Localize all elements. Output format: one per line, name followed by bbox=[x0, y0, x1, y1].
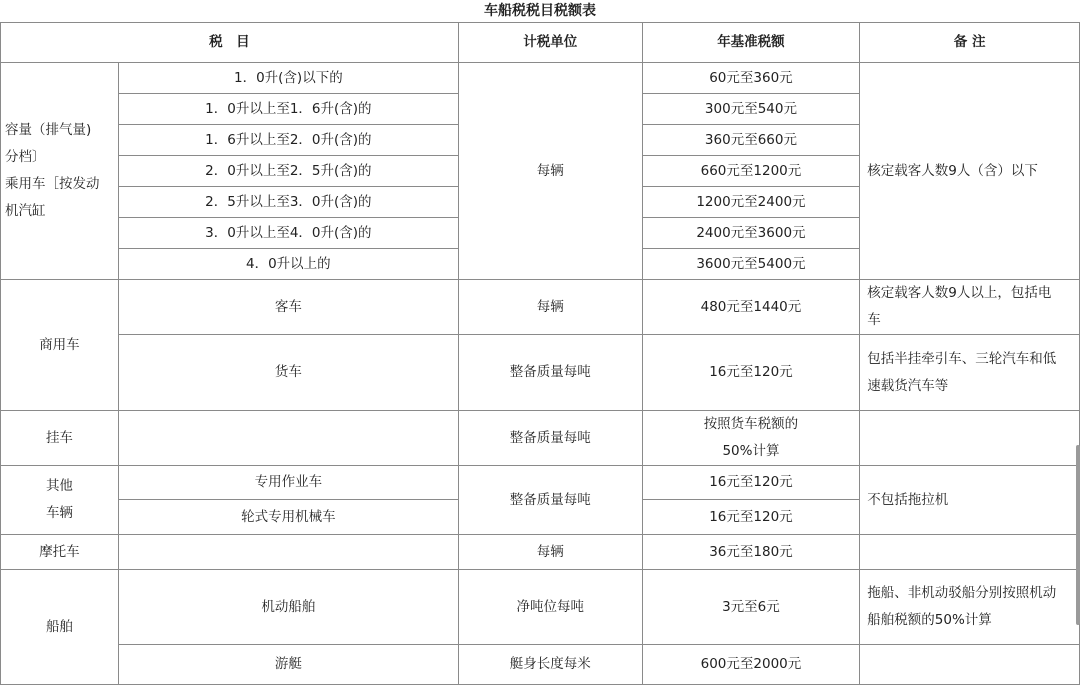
category-line: 分档〕 bbox=[5, 149, 46, 165]
table-row bbox=[1, 63, 1080, 94]
category-other bbox=[1, 466, 119, 535]
category-passenger-car bbox=[1, 63, 119, 280]
item-cell: 游艇 bbox=[118, 645, 458, 685]
header-row bbox=[1, 23, 1080, 63]
note-cell bbox=[860, 570, 1080, 645]
item-cell: 轮式专用机械车 bbox=[118, 500, 458, 535]
unit-cell: 每辆 bbox=[458, 280, 642, 335]
item-cell: 2．0升以上至2．5升(含)的 bbox=[118, 156, 458, 187]
category-line: 车辆 bbox=[45, 505, 73, 521]
note-line: 拖船、非机动驳船分别按照机动 bbox=[867, 585, 1057, 601]
table-row bbox=[1, 335, 1080, 411]
item-cell: 货车 bbox=[118, 335, 458, 411]
unit-cell: 艇身长度每米 bbox=[458, 645, 642, 685]
item-cell: 4．0升以上的 bbox=[118, 249, 458, 280]
amount-cell: 16元至120元 bbox=[642, 466, 860, 500]
tax-table bbox=[0, 22, 1080, 685]
item-cell: 1．0升以上至1．6升(含)的 bbox=[118, 94, 458, 125]
amount-cell: 3元至6元 bbox=[642, 570, 860, 645]
table-row bbox=[1, 535, 1080, 570]
header-unit: 计税单位 bbox=[458, 23, 642, 63]
note-line: 车 bbox=[867, 312, 881, 328]
amount-cell: 16元至120元 bbox=[642, 500, 860, 535]
amount-cell: 600元至2000元 bbox=[642, 645, 860, 685]
amount-cell: 3600元至5400元 bbox=[642, 249, 860, 280]
header-note: 备 注 bbox=[860, 23, 1080, 63]
amount-cell: 360元至660元 bbox=[642, 125, 860, 156]
note-cell: 核定载客人数9人（含）以下 bbox=[860, 63, 1080, 280]
item-cell: 专用作业车 bbox=[118, 466, 458, 500]
header-item: 税 目 bbox=[1, 23, 459, 63]
item-cell: 机动船舶 bbox=[118, 570, 458, 645]
unit-cell: 整备质量每吨 bbox=[458, 335, 642, 411]
amount-cell: 60元至360元 bbox=[642, 63, 860, 94]
amount-cell: 2400元至3600元 bbox=[642, 218, 860, 249]
amount-line: 50%计算 bbox=[722, 443, 780, 459]
unit-cell: 整备质量每吨 bbox=[458, 466, 642, 535]
note-line: 包括半挂牵引车、三轮汽车和低 bbox=[867, 350, 1057, 367]
table-row bbox=[1, 466, 1080, 500]
table-row bbox=[1, 570, 1080, 645]
item-cell: 客车 bbox=[118, 280, 458, 335]
category-commercial: 商用车 bbox=[1, 280, 119, 411]
amount-line: 按照货车税额的 bbox=[703, 416, 799, 432]
amount-cell: 1200元至2400元 bbox=[642, 187, 860, 218]
item-cell: 1．0升(含)以下的 bbox=[118, 63, 458, 94]
note-line: 速载货汽车等 bbox=[867, 377, 949, 394]
amount-cell: 16元至120元 bbox=[642, 335, 860, 411]
category-line: 容量（排气量) bbox=[5, 122, 92, 138]
amount-cell: 36元至180元 bbox=[642, 535, 860, 570]
table-row bbox=[1, 280, 1080, 335]
item-cell: 1．6升以上至2．0升(含)的 bbox=[118, 125, 458, 156]
table-row bbox=[1, 645, 1080, 685]
note-cell: 不包括拖拉机 bbox=[860, 466, 1080, 535]
note-cell bbox=[860, 645, 1080, 685]
item-cell: 3．0升以上至4．0升(含)的 bbox=[118, 218, 458, 249]
item-cell bbox=[118, 535, 458, 570]
category-line: 乘用车［按发动 bbox=[5, 176, 100, 192]
amount-cell: 300元至540元 bbox=[642, 94, 860, 125]
note-cell bbox=[860, 411, 1080, 466]
note-cell bbox=[860, 335, 1080, 411]
note-line: 船舶税额的50%计算 bbox=[867, 612, 992, 628]
table-row bbox=[1, 411, 1080, 466]
unit-cell: 每辆 bbox=[458, 535, 642, 570]
category-line: 机汽缸 bbox=[5, 203, 46, 219]
note-line: 核定载客人数9人以上，包括电 bbox=[867, 285, 1052, 301]
category-trailer: 挂车 bbox=[1, 411, 119, 466]
table-title: 车船税税目税额表 bbox=[484, 3, 596, 19]
category-vessel: 船舶 bbox=[1, 570, 119, 685]
amount-cell bbox=[642, 411, 860, 466]
note-cell bbox=[860, 280, 1080, 335]
amount-cell: 660元至1200元 bbox=[642, 156, 860, 187]
note-cell bbox=[860, 535, 1080, 570]
item-cell: 2．5升以上至3．0升(含)的 bbox=[118, 187, 458, 218]
category-line: 其他 bbox=[45, 478, 73, 494]
item-cell bbox=[118, 411, 458, 466]
unit-cell: 整备质量每吨 bbox=[458, 411, 642, 466]
header-amount: 年基准税额 bbox=[642, 23, 860, 63]
unit-cell: 每辆 bbox=[458, 63, 642, 280]
amount-cell: 480元至1440元 bbox=[642, 280, 860, 335]
unit-cell: 净吨位每吨 bbox=[458, 570, 642, 645]
scrollbar[interactable] bbox=[1076, 445, 1080, 625]
category-motorcycle: 摩托车 bbox=[1, 535, 119, 570]
